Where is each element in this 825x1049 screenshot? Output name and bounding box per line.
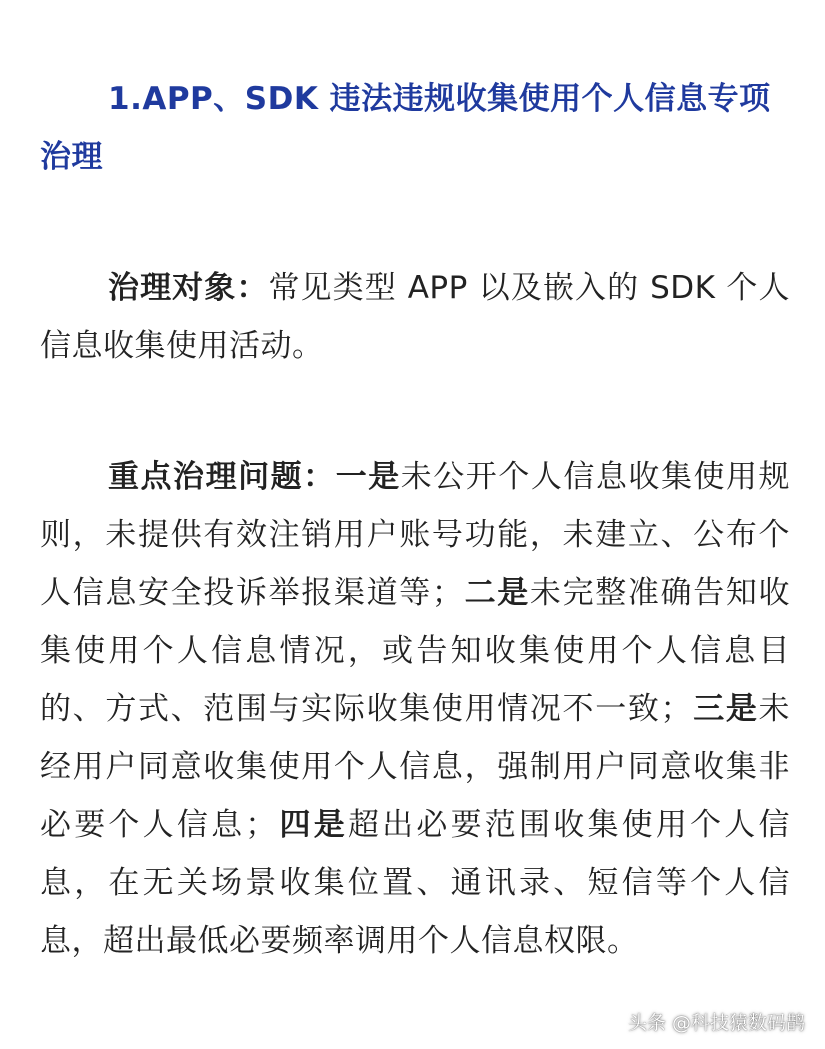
article-body — [40, 70, 790, 970]
issue-marker: 三是 — [692, 691, 759, 727]
target-label: 治理对象： — [108, 270, 269, 306]
issues-paragraph — [40, 448, 790, 970]
spacer — [40, 186, 790, 259]
issue-marker: 一是 — [335, 459, 401, 495]
issue-marker: 四是 — [276, 807, 348, 843]
section-title: 1.APP、SDK 违法违规收集使用个人信息专项治理 — [40, 81, 771, 175]
issue-text: 未完整准确告知收集使用个人信息情况，或告知收集使用个人信息目的、方式、范围与实际收集使用情况不一致； — [40, 575, 791, 727]
issue-text: 未经用户同意收集使用个人信息，强制用户同意收集非必要个人信息； — [40, 691, 791, 843]
issues-label: 重点治理问题： — [108, 459, 336, 495]
issue-text: 未公开个人信息收集使用规则，未提供有效注销用户账号功能，未建立、公布个人信息安全投诉举报渠道等； — [40, 459, 791, 611]
source-watermark: 头条 @科技猿数码鹊 — [627, 1012, 805, 1034]
issue-marker: 二是 — [463, 575, 530, 611]
spacer — [40, 375, 790, 448]
target-text: 常见类型 APP 以及嵌入的 SDK 个人信息收集使用活动。 — [40, 270, 791, 364]
target-paragraph — [40, 259, 790, 375]
issue-text: 超出必要范围收集使用个人信息，在无关场景收集位置、通讯录、短信等个人信息，超出最低必要频率调用个人信息权限。 — [40, 807, 791, 959]
